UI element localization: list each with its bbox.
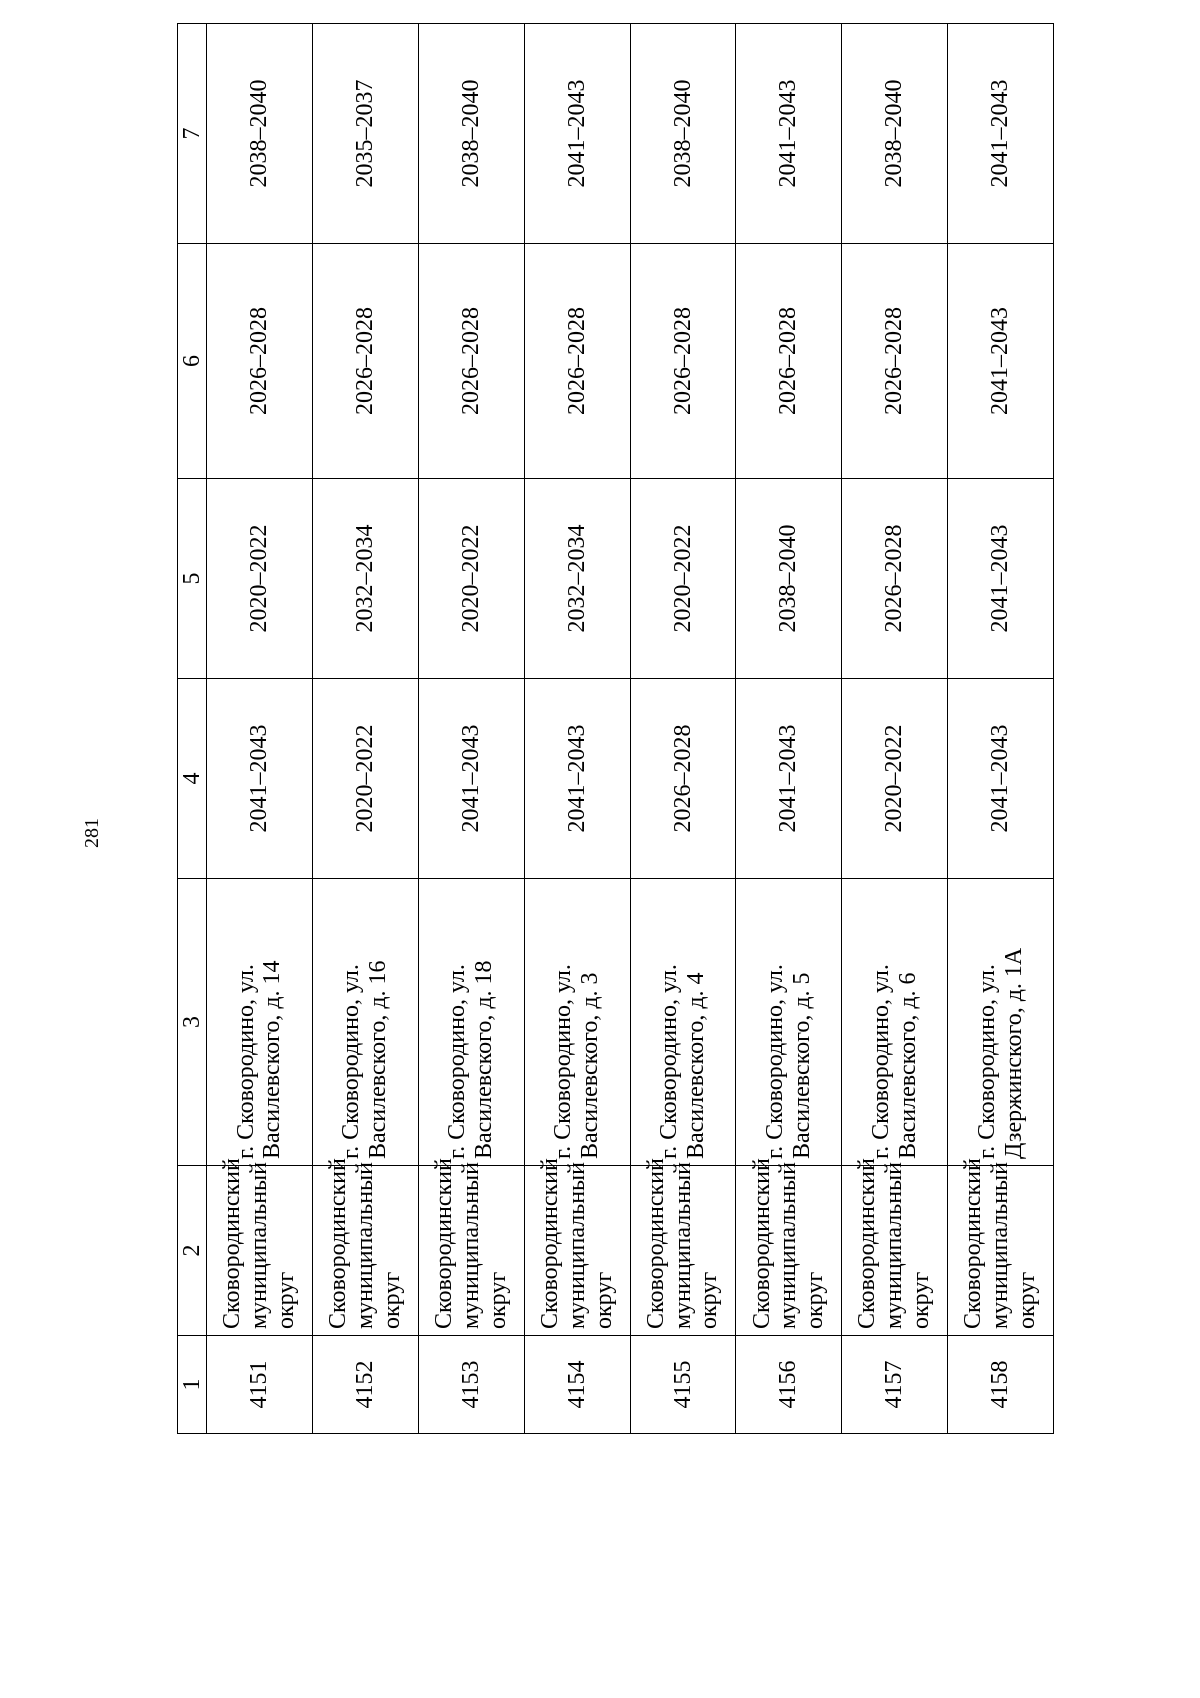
column-header: 2 xyxy=(178,1166,207,1336)
table-row xyxy=(418,24,524,1434)
district-cell: Сковородинский муниципальный округ xyxy=(312,1166,418,1336)
period-cell: 2038–2040 xyxy=(207,24,313,244)
period-cell: 2041–2043 xyxy=(524,679,630,879)
table-row xyxy=(207,24,313,1434)
district-cell: Сковородинский муниципальный округ xyxy=(948,1166,1054,1336)
district-cell: Сковородинский муниципальный округ xyxy=(524,1166,630,1336)
period-cell: 2041–2043 xyxy=(418,679,524,879)
period-cell: 2020–2022 xyxy=(418,479,524,679)
period-cell: 2041–2043 xyxy=(948,679,1054,879)
table-row xyxy=(524,24,630,1434)
address-cell: г. Сковородино, ул. Василевского, д. 4 xyxy=(630,879,736,1166)
table-row xyxy=(312,24,418,1434)
table-row xyxy=(630,24,736,1434)
table-row xyxy=(736,24,842,1434)
period-cell: 2020–2022 xyxy=(630,479,736,679)
address-cell: г. Сковородино, ул. Василевского, д. 18 xyxy=(418,879,524,1166)
rotated-table-container xyxy=(177,79,1054,1434)
row-number: 4155 xyxy=(630,1336,736,1434)
table-row xyxy=(842,24,948,1434)
district-cell: Сковородинский муниципальный округ xyxy=(630,1166,736,1336)
address-cell: г. Сковородино, ул. Василевского, д. 16 xyxy=(312,879,418,1166)
column-header: 1 xyxy=(178,1336,207,1434)
district-cell: Сковородинский муниципальный округ xyxy=(207,1166,313,1336)
row-number: 4157 xyxy=(842,1336,948,1434)
address-cell: г. Сковородино, ул. Дзержинского, д. 1А xyxy=(948,879,1054,1166)
period-cell: 2038–2040 xyxy=(630,24,736,244)
period-cell: 2026–2028 xyxy=(842,479,948,679)
period-cell: 2026–2028 xyxy=(207,244,313,479)
row-number: 4158 xyxy=(948,1336,1054,1434)
schedule-table xyxy=(177,23,1054,1434)
column-header: 3 xyxy=(178,879,207,1166)
row-number: 4154 xyxy=(524,1336,630,1434)
period-cell: 2026–2028 xyxy=(630,244,736,479)
column-header: 6 xyxy=(178,244,207,479)
period-cell: 2041–2043 xyxy=(736,24,842,244)
address-cell: г. Сковородино, ул. Василевского, д. 5 xyxy=(736,879,842,1166)
period-cell: 2026–2028 xyxy=(842,244,948,479)
period-cell: 2032–2034 xyxy=(524,479,630,679)
period-cell: 2026–2028 xyxy=(630,679,736,879)
period-cell: 2032–2034 xyxy=(312,479,418,679)
period-cell: 2026–2028 xyxy=(418,244,524,479)
district-cell: Сковородинский муниципальный округ xyxy=(418,1166,524,1336)
period-cell: 2041–2043 xyxy=(736,679,842,879)
period-cell: 2041–2043 xyxy=(524,24,630,244)
period-cell: 2020–2022 xyxy=(312,679,418,879)
period-cell: 2026–2028 xyxy=(312,244,418,479)
period-cell: 2038–2040 xyxy=(842,24,948,244)
period-cell: 2041–2043 xyxy=(207,679,313,879)
address-cell: г. Сковородино, ул. Василевского, д. 3 xyxy=(524,879,630,1166)
district-cell: Сковородинский муниципальный округ xyxy=(842,1166,948,1336)
district-cell: Сковородинский муниципальный округ xyxy=(736,1166,842,1336)
page-number: 281 xyxy=(81,818,103,848)
period-cell: 2020–2022 xyxy=(842,679,948,879)
row-number: 4156 xyxy=(736,1336,842,1434)
period-cell: 2038–2040 xyxy=(736,479,842,679)
period-cell: 2026–2028 xyxy=(524,244,630,479)
period-cell: 2041–2043 xyxy=(948,479,1054,679)
table-row xyxy=(948,24,1054,1434)
period-cell: 2038–2040 xyxy=(418,24,524,244)
period-cell: 2026–2028 xyxy=(736,244,842,479)
period-cell: 2020–2022 xyxy=(207,479,313,679)
address-cell: г. Сковородино, ул. Василевского, д. 6 xyxy=(842,879,948,1166)
column-header: 4 xyxy=(178,679,207,879)
column-header: 7 xyxy=(178,24,207,244)
address-cell: г. Сковородино, ул. Василевского, д. 14 xyxy=(207,879,313,1166)
period-cell: 2035–2037 xyxy=(312,24,418,244)
row-number: 4151 xyxy=(207,1336,313,1434)
row-number: 4152 xyxy=(312,1336,418,1434)
row-number: 4153 xyxy=(418,1336,524,1434)
period-cell: 2041–2043 xyxy=(948,244,1054,479)
column-header: 5 xyxy=(178,479,207,679)
period-cell: 2041–2043 xyxy=(948,24,1054,244)
table-header-row xyxy=(178,24,207,1434)
